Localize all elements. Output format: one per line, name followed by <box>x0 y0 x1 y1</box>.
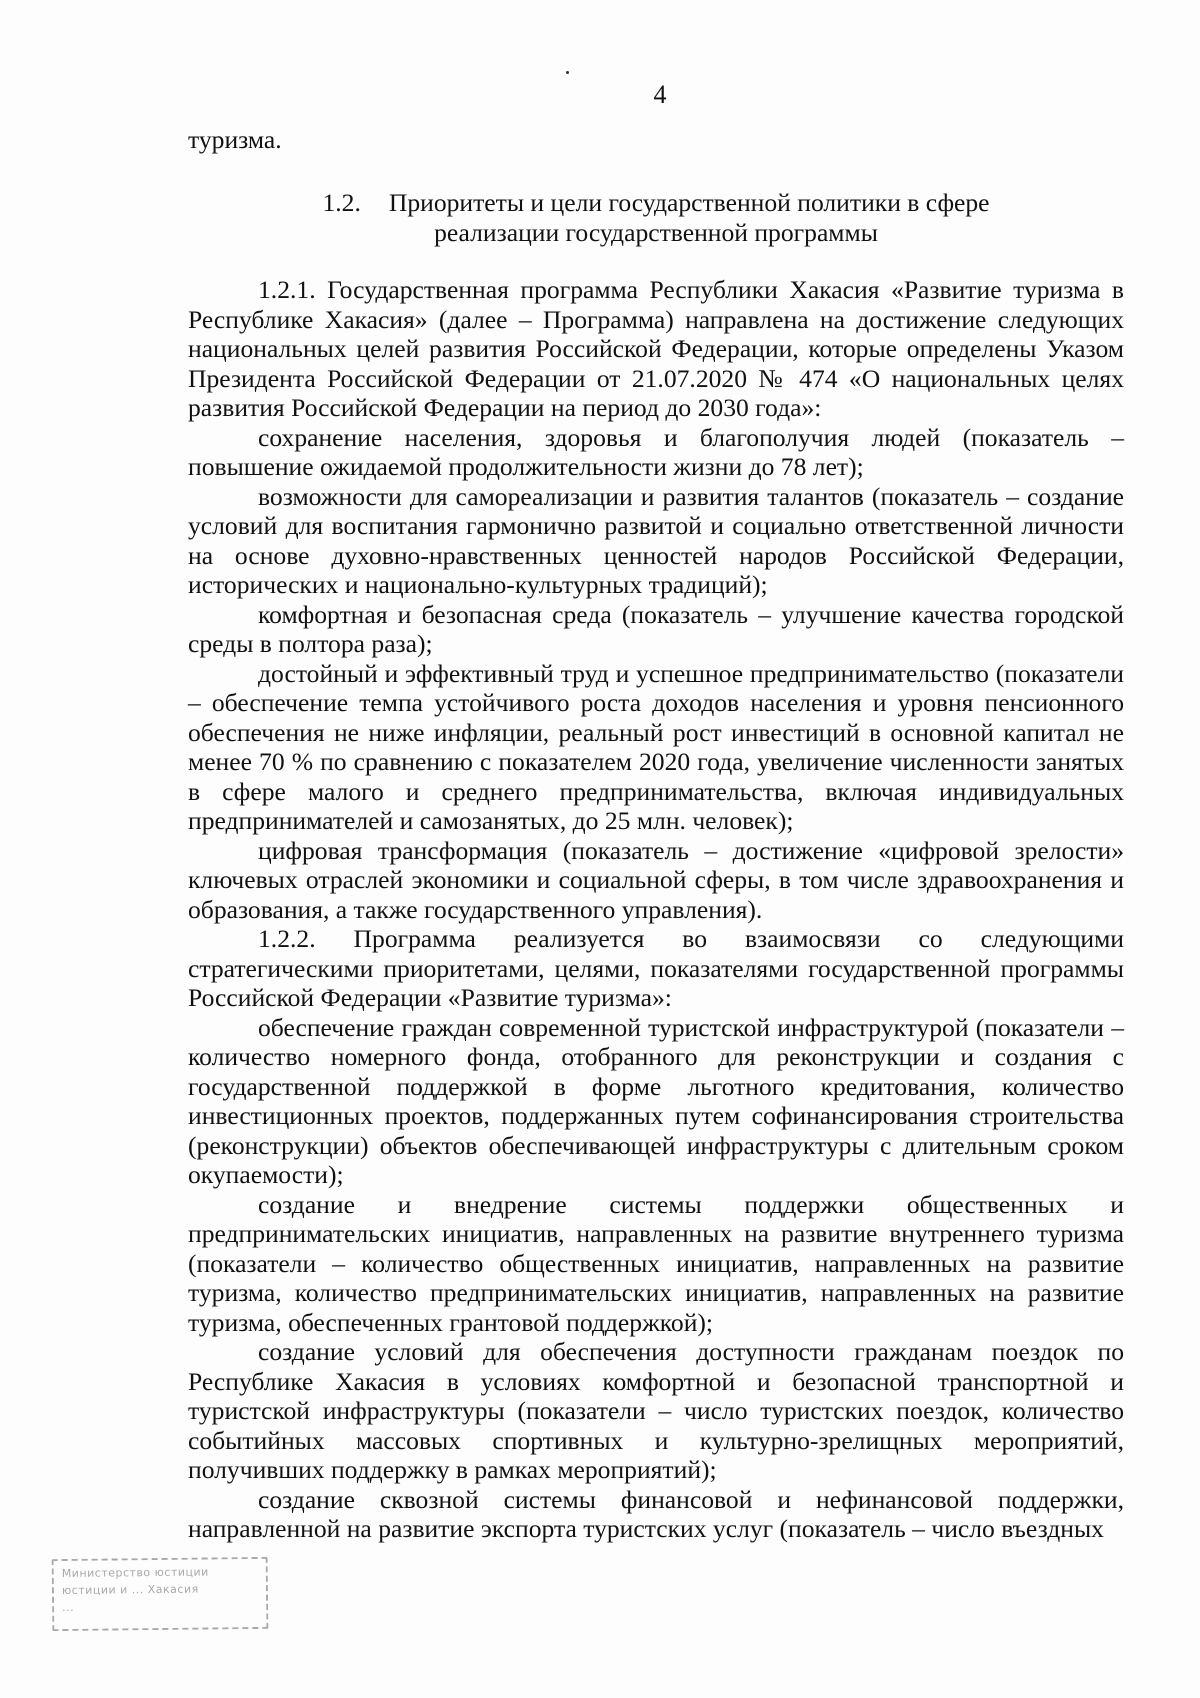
paragraph: сохранение населения, здоровья и благополучия людей (показатель – повышение ожидаемой продолжительности жизни до 78 лет); <box>188 422 1124 481</box>
paragraph: создание условий для обеспечения доступности гражданам поездок по Республике Хакасия в условиях комфортной и безопасной транспортной и туристской инфраструктуры (показатели – число туристских поездок, количество событийных массовых спортивных и культурно-зрелищных мероприятий, получивших поддержку в рамках мероприятий); <box>188 1337 1124 1484</box>
scan-dot-mark <box>566 71 569 74</box>
paragraph: достойный и эффективный труд и успешное предпринимательство (показатели – обеспечение темпа устойчивого роста доходов населения и уровня пенсионного обеспечения не ниже инфляции, реальный рост инвестиций в основной капитал не менее 70 % по сравнению с показателем 2020 года, увеличение численности занятых в сфере малого и среднего предпринимательства, включая индивидуальных предпринимателей и самозанятых, до 25 млн. человек); <box>188 658 1124 835</box>
paragraph: возможности для самореализации и развития талантов (показатель – создание условий для воспитания гармонично развитой и социально ответственной личности на основе духовно-нравственных ценностей народов Российской Федерации, исторических и национально-культурных традиций); <box>188 481 1124 599</box>
paragraph: обеспечение граждан современной туристской инфраструктурой (показатели – количество номерного фонда, отобранного для реконструкции и создания с государственной поддержкой в форме льготного кредитования, количество инвестиционных проектов, поддержанных путем софинансирования строительства (реконструкции) объектов обеспечивающей инфраструктуры с длительным сроком окупаемости); <box>188 1012 1124 1189</box>
section-number: 1.2. <box>322 188 361 217</box>
paragraph: создание и внедрение системы поддержки общественных и предпринимательских инициатив, направленных на развитие внутреннего туризма (показатели – количество общественных инициатив, направленных на развитие туризма, количество предпринимательских инициатив, направленных на развитие туризма, обеспеченных грантовой поддержкой); <box>188 1189 1124 1337</box>
continuation-text: туризма. <box>188 125 282 154</box>
stamp-line-3: ... <box>62 1600 75 1615</box>
stamp-line-2: юстиции и ... Хакасия <box>61 1582 199 1598</box>
paragraph: 1.2.1. Государственная программа Республики Хакасия «Развитие туризма в Республике Хакасия» (далее – Программа) направлена на достижение следующих национальных целей развития Российской Федерации, которые определены Указом Президента Российской Федерации от 21.07.2020 № 474 «О национальных целях развития Российской Федерации на период до 2030 года»: <box>188 275 1124 422</box>
ministry-stamp <box>52 1557 269 1631</box>
page-number: 4 <box>653 80 667 109</box>
section-title-line-2: реализации государственной программы <box>434 218 878 247</box>
body-text <box>188 275 1124 1544</box>
paragraph: 1.2.2. Программа реализуется во взаимосвязи со следующими стратегическими приоритетами, целями, показателями государственной программы Российской Федерации «Развитие туризма»: <box>188 924 1124 1012</box>
paragraph: цифровая трансформация (показатель – достижение «цифровой зрелости» ключевых отраслей экономики и социальной сферы, в том числе здравоохранения и образования, а также государственного управления). <box>188 835 1124 924</box>
section-heading <box>188 188 1124 248</box>
paragraph: создание сквозной системы финансовой и нефинансовой поддержки, направленной на развитие экспорта туристских услуг (показатель – число въездных <box>188 1484 1124 1543</box>
stamp-line-1: Министерство юстиции <box>61 1565 209 1581</box>
paragraph: комфортная и безопасная среда (показатель – улучшение качества городской среды в полтора раза); <box>188 599 1124 658</box>
section-title-line-1: Приоритеты и цели государственной политики в сфере <box>388 188 990 217</box>
